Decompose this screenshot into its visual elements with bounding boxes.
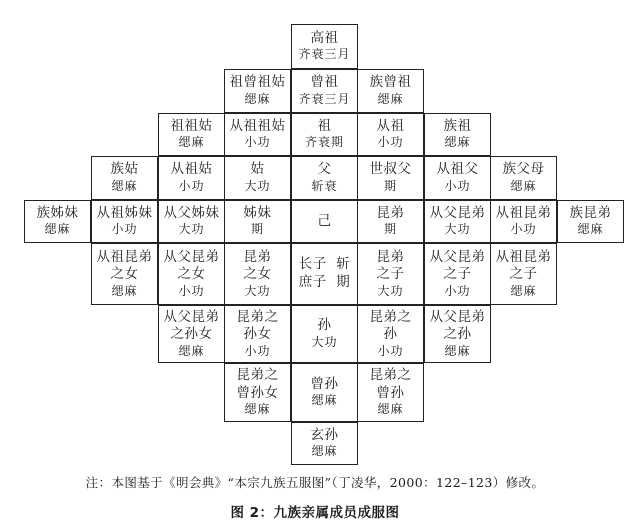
mourning-grade: 小功: [444, 283, 471, 298]
kinship-cell: [91, 156, 158, 200]
mourning-grade: 大功: [444, 222, 471, 237]
kin-label: 孙: [317, 317, 332, 334]
kin-label: 从祖姊妹: [96, 204, 153, 221]
mourning-grade: 小功: [178, 283, 205, 298]
kin-label: 从祖父: [436, 161, 479, 178]
kin-label: 己: [317, 212, 332, 229]
mourning-grade: 齐衰三月: [298, 47, 351, 62]
mourning-grade: 缌麻: [311, 393, 338, 408]
kin-label: 从祖昆弟: [495, 248, 552, 265]
mourning-grade: 小功: [377, 135, 404, 150]
kin-label: 高祖: [310, 29, 339, 46]
kinship-cell: [224, 69, 291, 113]
kinship-cell: [357, 69, 424, 113]
kin-label: 族姑: [110, 161, 139, 178]
kinship-cell: [357, 200, 424, 243]
kinship-cell: [357, 113, 424, 156]
kin-label: 之子: [443, 266, 472, 283]
kinship-cell: [24, 200, 91, 243]
kin-label: 昆弟之: [236, 367, 279, 384]
kinship-cell: [224, 363, 291, 422]
kinship-cell: [424, 156, 491, 200]
mourning-grade: 缌麻: [377, 402, 404, 417]
kinship-cell: [291, 363, 358, 422]
kin-label: 从祖: [376, 117, 405, 134]
kinship-cell: [91, 243, 158, 305]
figure-caption: 图 2：九族亲属成员成服图: [230, 505, 400, 521]
kin-label: 之女: [177, 266, 206, 283]
mourning-grade: 小功: [244, 135, 271, 150]
mourning-grade: 缌麻: [111, 178, 138, 193]
kinship-cell: [158, 156, 225, 200]
kin-label: 之孙: [443, 326, 472, 343]
kin-label: 族昆弟: [569, 204, 612, 221]
mourning-grade: 缌麻: [377, 91, 404, 106]
kin-label: 孙女: [243, 326, 272, 343]
kinship-cell: [291, 305, 358, 363]
mourning-grade: 缌麻: [510, 178, 537, 193]
mourning-grade: 大功: [178, 222, 205, 237]
mourning-grade: 期: [383, 178, 397, 193]
kinship-cell: [357, 243, 424, 305]
mourning-grade: 缌麻: [577, 222, 604, 237]
kinship-cell: [357, 363, 424, 422]
kinship-cell: [424, 113, 491, 156]
kin-label: 从祖昆弟: [96, 248, 153, 265]
kin-label: 从父昆弟: [429, 308, 486, 325]
kin-label: 族祖: [443, 117, 472, 134]
mourning-grade: 缌麻: [178, 343, 205, 358]
kin-label: 族姊妹: [36, 204, 79, 221]
mourning-grade: 缌麻: [244, 91, 271, 106]
kin-label: 曾祖: [310, 74, 339, 91]
kin-label: 祖曾祖姑: [229, 74, 286, 91]
kinship-cell: [158, 243, 225, 305]
mourning-grade: 缌麻: [111, 283, 138, 298]
kin-label: 从父昆弟: [429, 204, 486, 221]
kin-label: 长子 斩: [298, 256, 351, 273]
mourning-grade: 小功: [377, 343, 404, 358]
mourning-grade: 大功: [377, 283, 404, 298]
kinship-cell: [490, 243, 557, 305]
kinship-cell: [291, 422, 358, 465]
mourning-grade: 期: [383, 222, 397, 237]
mourning-grade: 大功: [311, 334, 338, 349]
kin-label: 之女: [243, 266, 272, 283]
kin-label: 从父昆弟: [163, 248, 220, 265]
mourning-grade: 缌麻: [311, 444, 338, 459]
kin-label: 之女: [110, 266, 139, 283]
kinship-cell: [357, 305, 424, 363]
kinship-cell: [291, 24, 358, 69]
kinship-cell: [424, 200, 491, 243]
kin-label: 父: [317, 161, 332, 178]
mourning-grade: 大功: [244, 283, 271, 298]
kinship-cell: [158, 305, 225, 363]
kinship-cell: [291, 113, 358, 156]
kin-label: 族父母: [502, 161, 545, 178]
kin-label: 祖: [317, 117, 332, 134]
kinship-cell: [291, 200, 358, 243]
mourning-grade: 缌麻: [244, 402, 271, 417]
kin-label: 从父姊妹: [163, 204, 220, 221]
mourning-grade: 期: [250, 222, 264, 237]
figure-note: 注：本图基于《明会典》“本宗九族五服图”（丁凌华，2000：122–123）修改。: [85, 475, 545, 490]
kinship-cell: [557, 200, 624, 243]
kin-label: 昆弟: [243, 248, 272, 265]
kin-label: 曾孙女: [236, 384, 279, 401]
mourning-grade: 缌麻: [44, 222, 71, 237]
kin-label: 之子: [376, 266, 405, 283]
kinship-cell: [424, 243, 491, 305]
kinship-cell: [424, 305, 491, 363]
mourning-grade: 小功: [111, 222, 138, 237]
kin-label: 之孙女: [170, 326, 213, 343]
mourning-grade: 齐衰三月: [298, 91, 351, 106]
mourning-grade: 齐衰期: [304, 135, 344, 150]
kin-label: 姑: [250, 161, 265, 178]
kin-label: 从祖昆弟: [495, 204, 552, 221]
kin-label: 从祖姑: [170, 161, 213, 178]
mourning-grade: 斩衰: [311, 178, 338, 193]
mourning-grade: 缌麻: [178, 135, 205, 150]
kin-label: 之子: [509, 266, 538, 283]
kin-label: 曾孙: [310, 375, 339, 392]
mourning-grade: 大功: [244, 178, 271, 193]
kinship-cell: [291, 156, 358, 200]
kinship-cell: [291, 69, 358, 113]
kin-label: 庶子 期: [298, 274, 351, 290]
kinship-cell: [224, 113, 291, 156]
kinship-cell: [357, 156, 424, 200]
kin-label: 祖祖姑: [170, 117, 213, 134]
kinship-cell: [291, 243, 358, 305]
kin-label: 从父昆弟: [429, 248, 486, 265]
kin-label: 玄孙: [310, 426, 339, 443]
kin-label: 世叔父: [369, 161, 412, 178]
mourning-grade: 小功: [178, 178, 205, 193]
kin-label: 昆弟之: [369, 367, 412, 384]
kin-label: 孙: [383, 326, 398, 343]
kinship-cell: [224, 200, 291, 243]
kinship-cell: [158, 113, 225, 156]
kin-label: 昆弟: [376, 248, 405, 265]
kin-label: 曾孙: [376, 384, 405, 401]
kinship-cell: [91, 200, 158, 243]
kin-label: 从父昆弟: [163, 308, 220, 325]
kin-label: 昆弟之: [369, 308, 412, 325]
kinship-cell: [224, 305, 291, 363]
mourning-grade: 缌麻: [444, 343, 471, 358]
kin-label: 昆弟之: [236, 308, 279, 325]
kinship-cell: [158, 200, 225, 243]
mourning-grade: 缌麻: [510, 283, 537, 298]
mourning-grade: 小功: [444, 178, 471, 193]
kin-label: 族曾祖: [369, 74, 412, 91]
kin-label: 从祖祖姑: [229, 117, 286, 134]
kinship-cell: [490, 200, 557, 243]
kinship-cell: [490, 156, 557, 200]
kin-label: 昆弟: [376, 204, 405, 221]
mourning-grade: 小功: [510, 222, 537, 237]
mourning-grade: 小功: [244, 343, 271, 358]
kinship-cell: [224, 156, 291, 200]
kin-label: 姊妹: [243, 204, 272, 221]
mourning-grade: 缌麻: [444, 135, 471, 150]
kinship-cell: [224, 243, 291, 305]
